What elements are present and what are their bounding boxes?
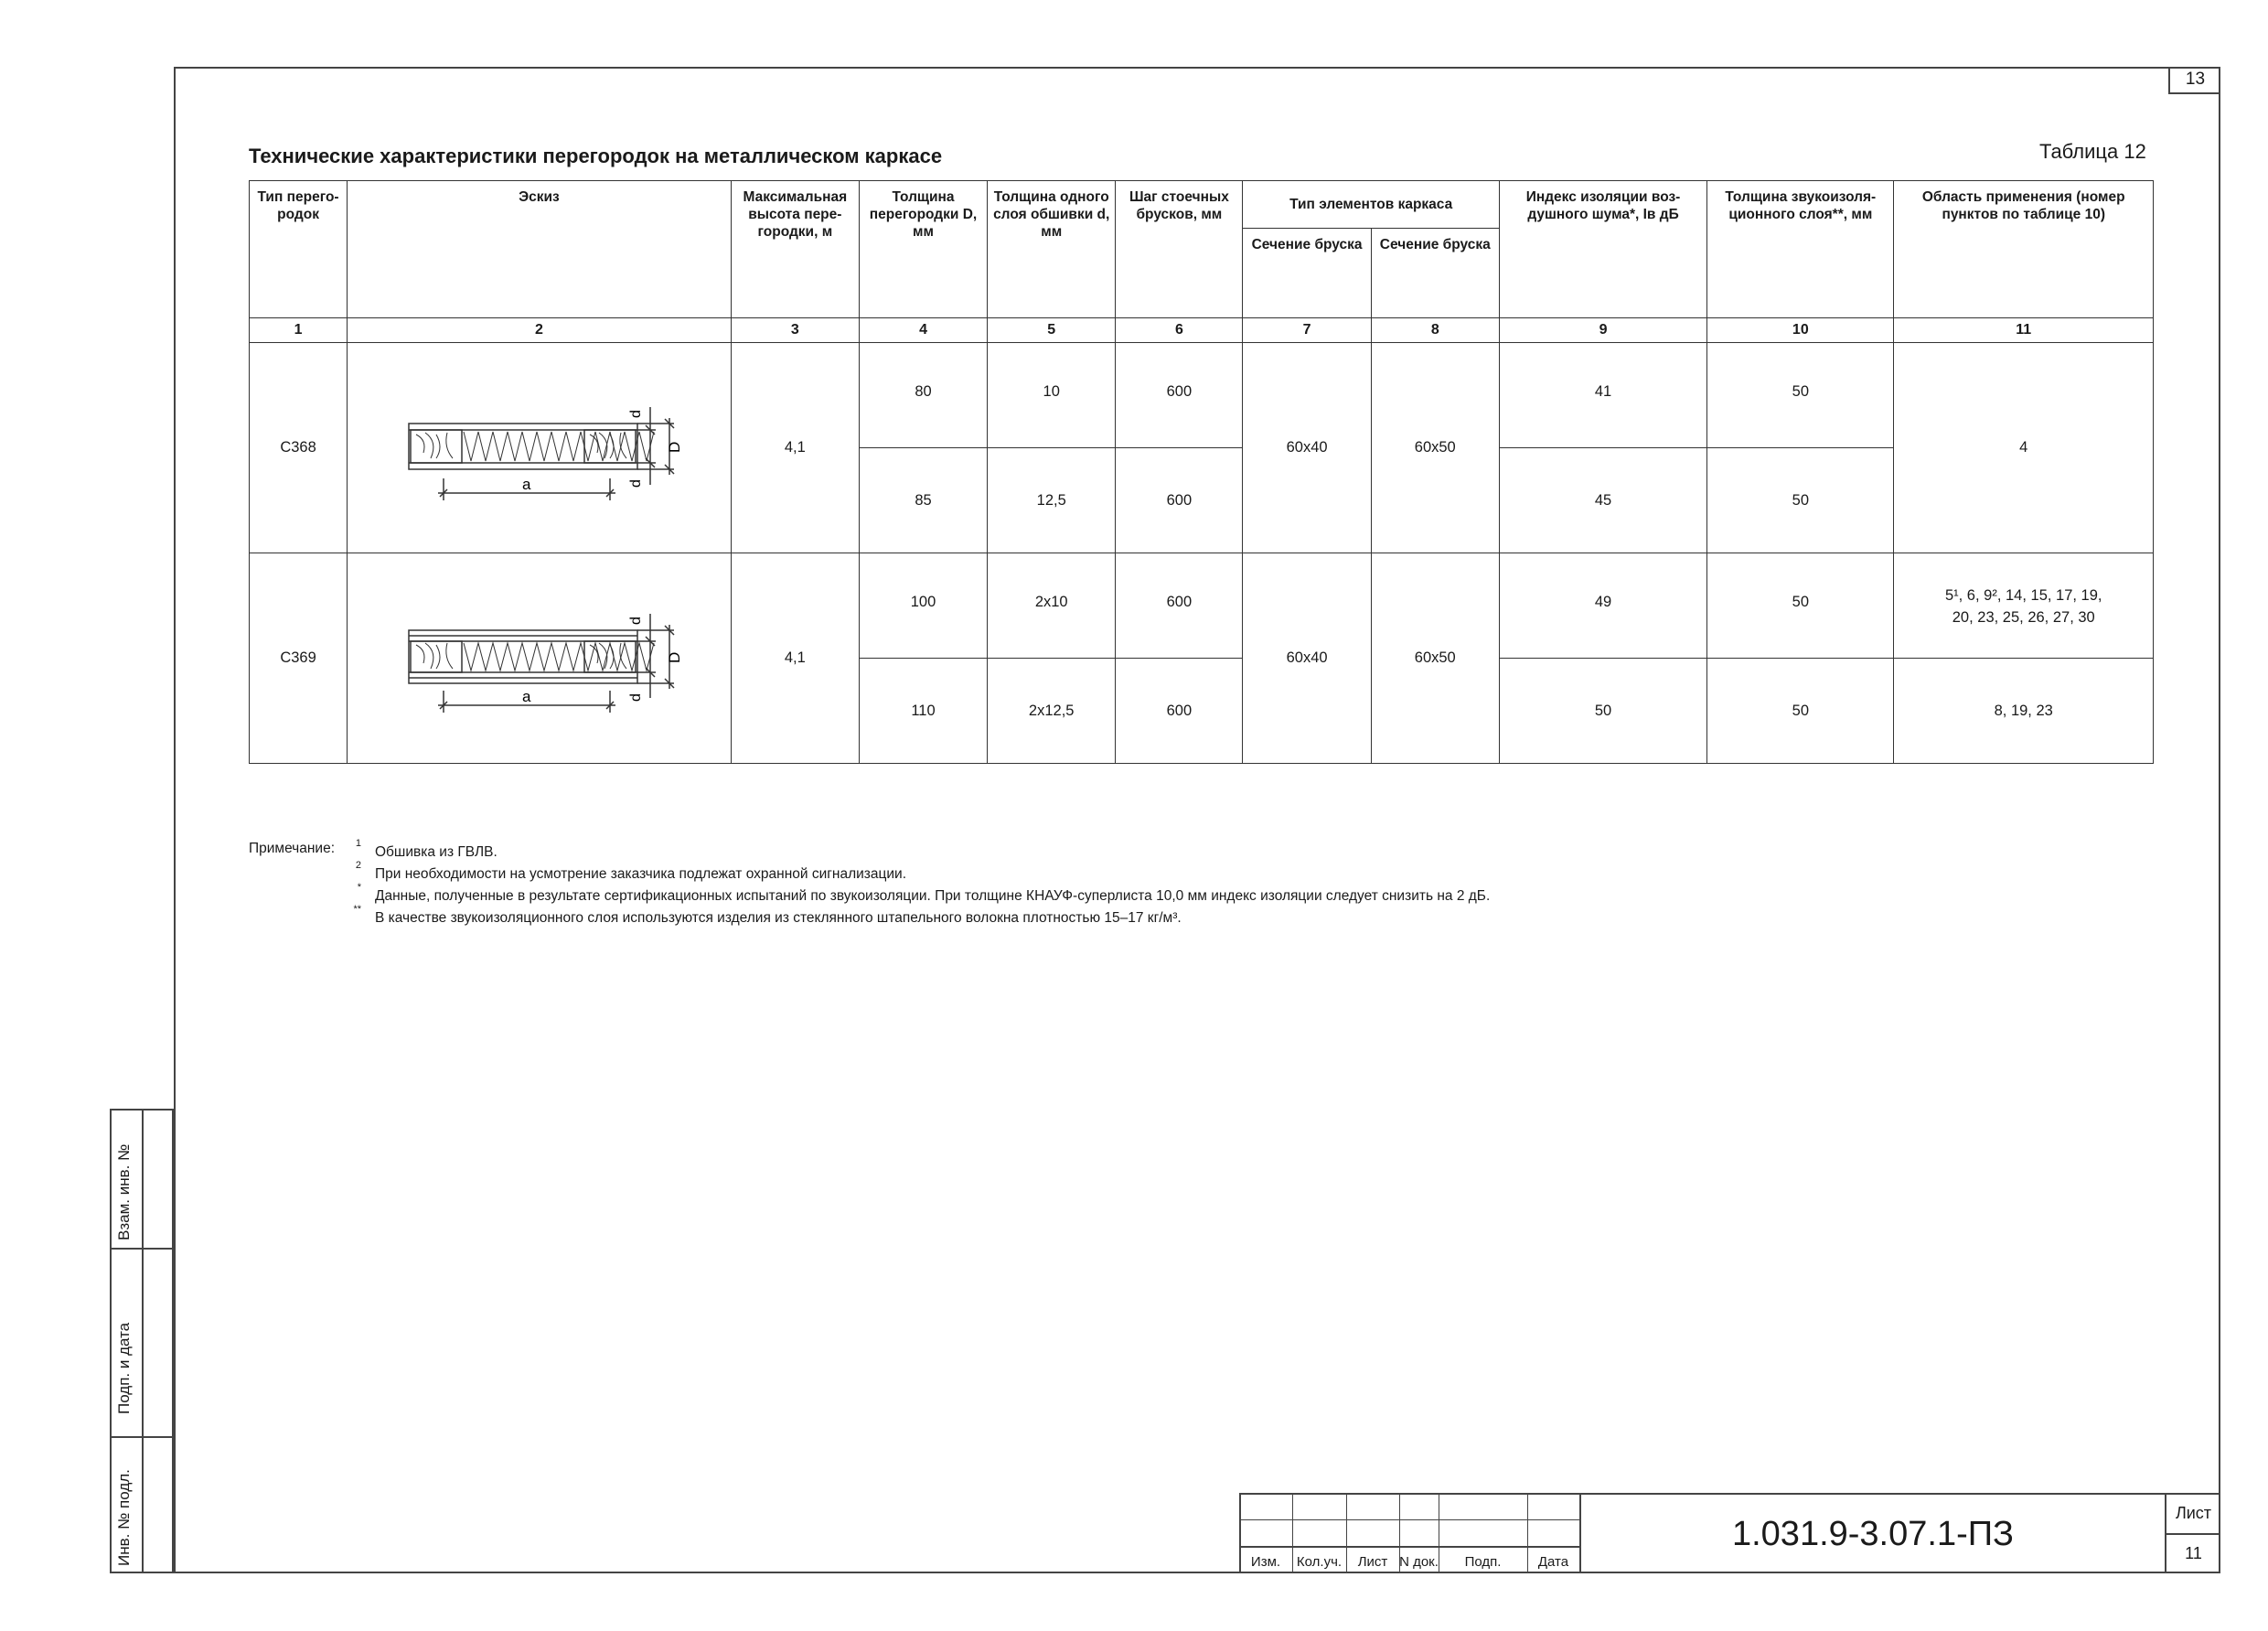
row-c369-type: С369 (250, 553, 348, 764)
row-c368-application: 4 (1894, 343, 2154, 553)
col-num-4: 4 (859, 318, 987, 343)
row-c369-layer-2: 50 (1707, 659, 1894, 764)
row-c368-layer-1: 50 (1707, 343, 1894, 448)
sheet-label: Лист (2175, 1504, 2212, 1522)
characteristics-table (249, 180, 2154, 764)
sketch-label-D: D (666, 441, 684, 453)
note-mark-4: ** (353, 904, 361, 915)
table-label: Таблица 12 (2039, 140, 2146, 163)
row-c368-sec7: 60х40 (1243, 343, 1371, 553)
row-c368-pitch-2: 600 (1116, 448, 1243, 553)
row-c368-type: С368 (250, 343, 348, 553)
title-block (1239, 1493, 2220, 1573)
header-section-8: Сечение бруска (1371, 229, 1499, 318)
header-layer-thickness: Толщина одного слоя обшивки d, мм (988, 181, 1116, 318)
row-c369-max-height: 4,1 (731, 553, 859, 764)
sheet-number: 11 (2185, 1544, 2202, 1562)
note-mark-1: 1 (355, 838, 361, 849)
document-cipher: 1.031.9-3.07.1-ПЗ (1579, 1493, 2165, 1573)
header-insulation-index: Индекс изоляции воз-душного шума*, Iв дБ (1499, 181, 1706, 318)
note-text-1: Обшивка из ГВЛВ. (375, 844, 497, 860)
col-num-7: 7 (1243, 318, 1371, 343)
sketch-label-d-bottom: d (628, 692, 645, 702)
note-mark-3: * (357, 882, 361, 893)
row-c369-d-1: 2х10 (988, 553, 1116, 659)
col-num-3: 3 (731, 318, 859, 343)
row-c369-pitch-2: 600 (1116, 659, 1243, 764)
header-max-height: Максимальная высота пере-городки, м (731, 181, 859, 318)
page-number-top: 13 (2168, 67, 2220, 94)
row-c369-index-1: 49 (1499, 553, 1706, 659)
note-text-2: При необходимости на усмотрение заказчика подлежат охранной сигнализации. (375, 866, 907, 882)
row-c368-max-height: 4,1 (731, 343, 859, 553)
application-line-1: 5¹, 6, 9², 14, 15, 17, 19, (1944, 587, 2102, 604)
header-frame-elements: Тип элементов каркаса (1243, 181, 1499, 229)
sketch-label-d-top: d (628, 409, 645, 418)
partition-sketch-c368 (365, 380, 712, 517)
row-c368-D-2: 85 (859, 448, 987, 553)
tb-label-izm: Изм. (1250, 1554, 1281, 1570)
sketch-label-D: D (666, 651, 684, 663)
row-c369-sec7: 60х40 (1243, 553, 1371, 764)
tb-label-data: Дата (1537, 1554, 1569, 1570)
tb-label-kol: Кол.уч. (1296, 1554, 1343, 1570)
sketch-label-a: a (522, 687, 531, 705)
row-c369-d-2: 2х12,5 (988, 659, 1116, 764)
header-sound-layer: Толщина звукоизоля-ционного слоя**, мм (1707, 181, 1894, 318)
row-c368-pitch-1: 600 (1116, 343, 1243, 448)
note-mark-2: 2 (355, 860, 361, 871)
tb-label-list: Лист (1357, 1554, 1388, 1570)
side-label-inv: Инв. № подл. (115, 1469, 133, 1566)
sketch-label-d-top: d (628, 616, 645, 625)
col-num-5: 5 (988, 318, 1116, 343)
row-c369-sec8: 60х50 (1371, 553, 1499, 764)
tb-label-ndok: N док. (1399, 1554, 1439, 1570)
side-cell-vzam (112, 1111, 172, 1250)
row-c368-index-1: 41 (1499, 343, 1706, 448)
title-block-grid (1239, 1493, 1579, 1573)
row-c368-index-2: 45 (1499, 448, 1706, 553)
row-c369-layer-1: 50 (1707, 553, 1894, 659)
side-label-vzam: Взам. инв. № (115, 1143, 133, 1240)
col-num-1: 1 (250, 318, 348, 343)
row-c368-D-1: 80 (859, 343, 987, 448)
row-c369-application-1 (1894, 553, 2154, 659)
sketch-label-d-bottom: d (628, 478, 645, 488)
sheet-box (2165, 1493, 2220, 1573)
header-section-7: Сечение бруска (1243, 229, 1371, 318)
row-c369-D-2: 110 (859, 659, 987, 764)
side-cell-podp (112, 1250, 172, 1438)
col-num-10: 10 (1707, 318, 1894, 343)
tb-label-podp: Подп. (1464, 1554, 1502, 1570)
side-cell-inv (112, 1438, 172, 1572)
partition-sketch-c369 (365, 590, 712, 727)
col-num-2: 2 (348, 318, 732, 343)
header-type: Тип перего-родок (250, 181, 348, 318)
row-c368-d-2: 12,5 (988, 448, 1116, 553)
row-c369-application-2: 8, 19, 23 (1894, 659, 2154, 764)
row-c369-sketch (348, 553, 732, 764)
col-num-6: 6 (1116, 318, 1243, 343)
row-c369-index-2: 50 (1499, 659, 1706, 764)
sketch-label-a: a (522, 475, 531, 493)
note-text-4: В качестве звукоизоляционного слоя используются изделия из стеклянного штапельного волокна плотностью 15–17 кг/м³. (375, 910, 1182, 926)
header-thickness-d: Толщина перегородки D, мм (859, 181, 987, 318)
col-num-9: 9 (1499, 318, 1706, 343)
side-label-podp: Подп. и дата (115, 1322, 133, 1414)
col-num-11: 11 (1894, 318, 2154, 343)
header-stud-pitch: Шаг стоечных брусков, мм (1116, 181, 1243, 318)
row-c368-d-1: 10 (988, 343, 1116, 448)
row-c368-sketch (348, 343, 732, 553)
row-c368-sec8: 60х50 (1371, 343, 1499, 553)
header-sketch: Эскиз (348, 181, 732, 318)
document-title: Технические характеристики перегородок на металлическом каркасе (249, 145, 943, 167)
notes-label: Примечание: (249, 841, 336, 856)
side-stamp (110, 1109, 174, 1573)
row-c369-D-1: 100 (859, 553, 987, 659)
col-num-8: 8 (1371, 318, 1499, 343)
application-line-2: 20, 23, 25, 26, 27, 30 (1952, 609, 2095, 626)
row-c369-pitch-1: 600 (1116, 553, 1243, 659)
row-c368-layer-2: 50 (1707, 448, 1894, 553)
note-text-3: Данные, полученные в результате сертификационных испытаний по звукоизоляции. При толщине КНАУФ-суперлиста 10,0 мм индекс изоляции следует снизить на 2 дБ. (375, 888, 1491, 904)
header-application: Область применения (номер пунктов по таблице 10) (1894, 181, 2154, 318)
